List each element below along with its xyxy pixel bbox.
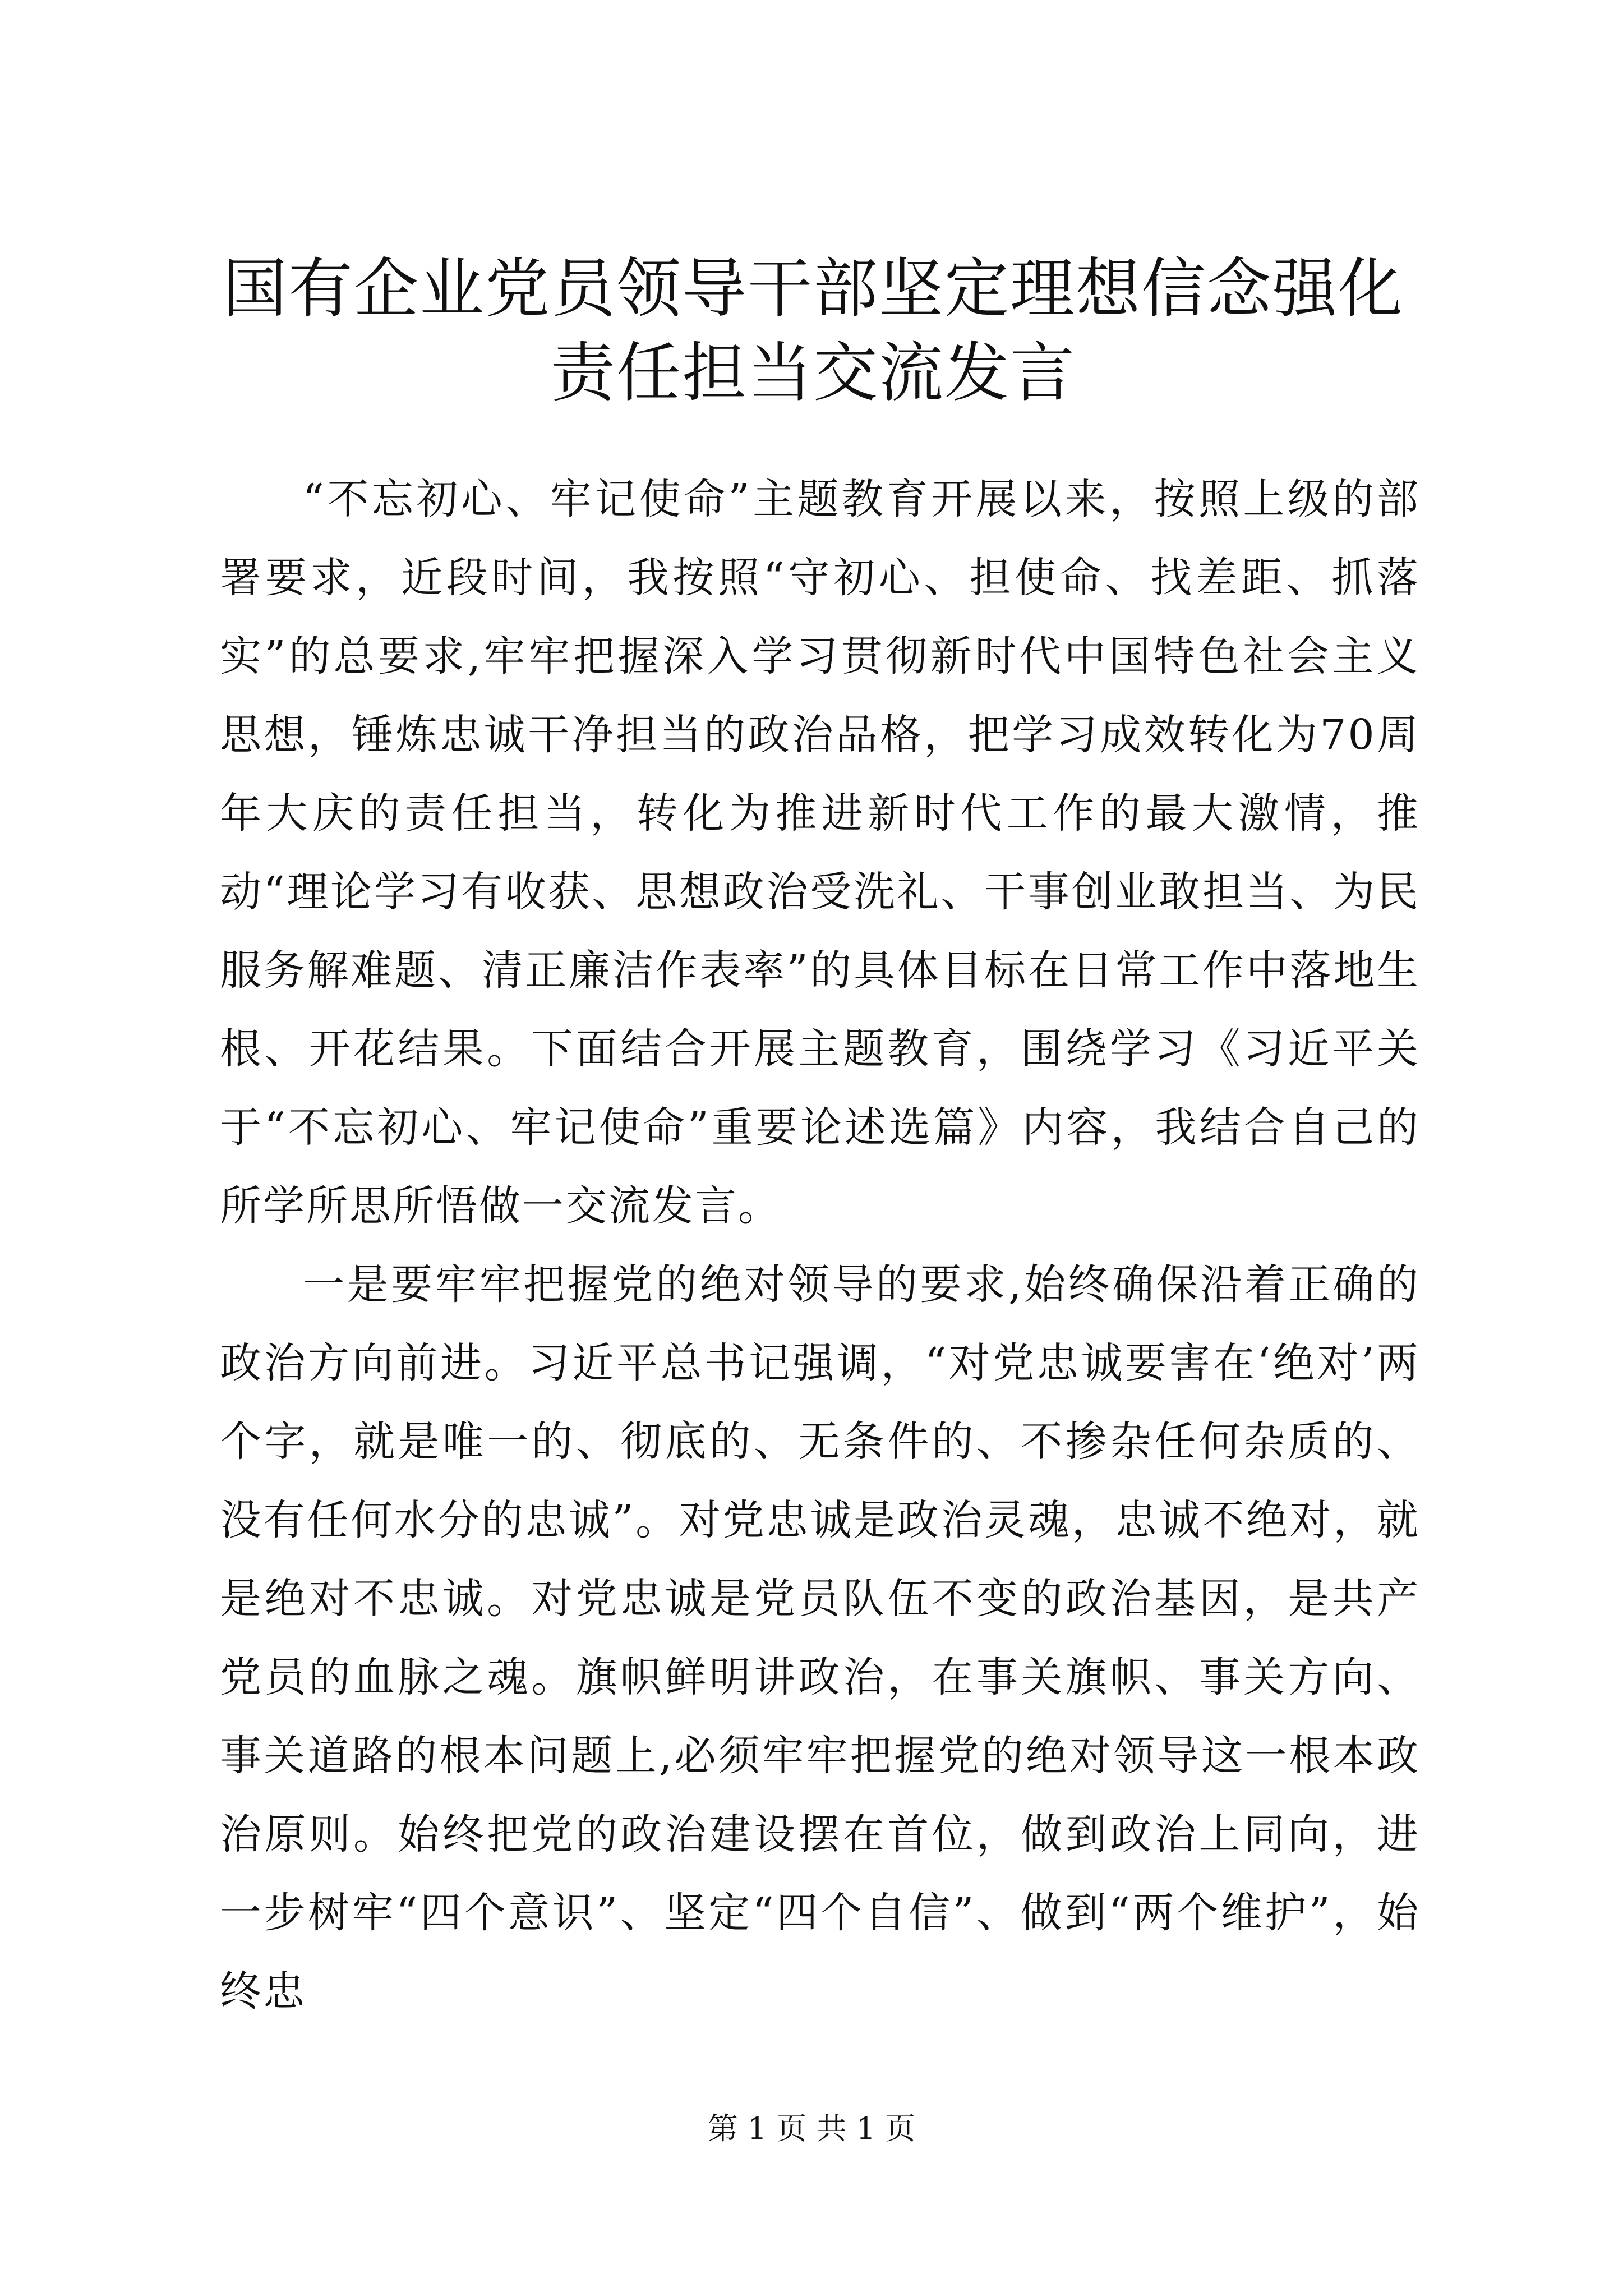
page-footer [0, 2109, 1623, 2148]
paragraph-point-one: 一是要牢牢把握党的绝对领导的要求,始终确保沿着正确的政治方向前进。习近平总书记强调，“对党忠诚要害在‘绝对’两个字，就是唯一的、彻底的、无条件的、不掺杂任何杂质的、没有任何水分的忠诚”。对党忠诚是政治灵魂，忠诚不绝对，就是绝对不忠诚。对党忠诚是党员队伍不变的政治基因，是共产党员的血脉之魂。旗帜鲜明讲政治，在事关旗帜、事关方向、事关道路的根本问题上,必须牢牢把握党的绝对领导这一根本政治原则。始终把党的政治建设摆在首位，做到政治上同向，进一步树牢“四个意识”、坚定“四个自信”、做到“两个维护”，始终忠 [220, 1260, 1420, 2016]
page-number-label: 第 1 页 共 1 页 [707, 2111, 916, 2146]
document-body [220, 460, 1420, 2031]
document-title: 国有企业党员领导干部坚定理想信念强化责任担当交流发言 [222, 251, 1404, 411]
paragraph-intro: “不忘初心、牢记使命”主题教育开展以来，按照上级的部署要求，近段时间，我按照“守初心、担使命、找差距、抓落实”的总要求,牢牢把握深入学习贯彻新时代中国特色社会主义思想，锤炼忠诚干净担当的政治品格，把学习成效转化为70周年大庆的责任担当，转化为推进新时代工作的最大激情，推动“理论学习有收获、思想政治受洗礼、干事创业敢担当、为民服务解难题、清正廉洁作表率”的具体目标在日常工作中落地生根、开花结果。下面结合开展主题教育，围绕学习《习近平关于“不忘初心、牢记使命”重要论述选篇》内容，我结合自己的所学所思所悟做一交流发言。 [220, 475, 1420, 1230]
